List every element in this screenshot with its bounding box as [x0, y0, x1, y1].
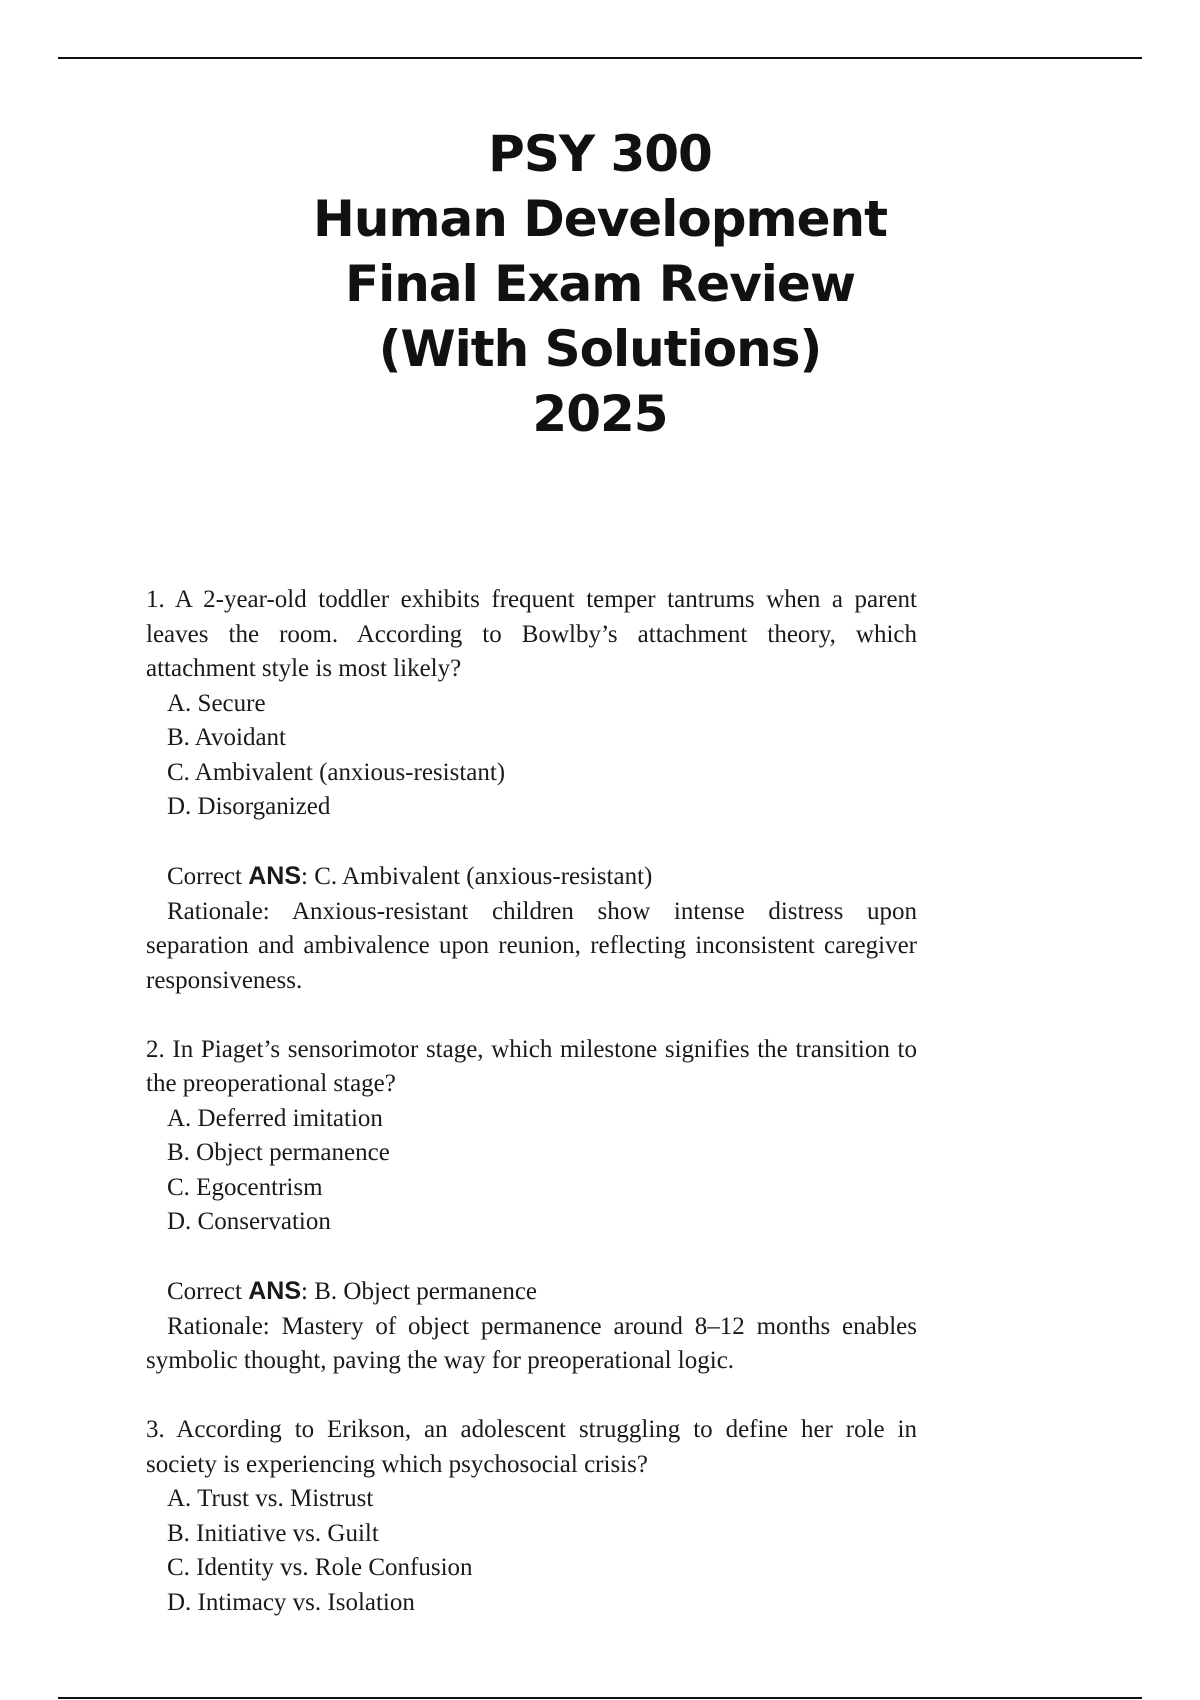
document-title — [0, 122, 1200, 447]
title-year: 2025 — [532, 385, 668, 443]
ans-label: ANS — [248, 862, 302, 890]
answer-options — [146, 1102, 917, 1240]
top-rule — [58, 57, 1142, 59]
option-d: D. Intimacy vs. Isolation — [167, 1588, 415, 1616]
correct-label: Correct — [167, 1278, 242, 1305]
title-course-code: PSY 300 — [488, 125, 712, 183]
option-d: D. Disorganized — [167, 793, 331, 820]
rationale: Rationale: Anxious-resistant children show intense distress upon separation and ambivalence upon reunion, reflecting inconsistent caregiver responsiveness. — [146, 897, 917, 994]
question-1 — [146, 583, 917, 998]
answer-options — [146, 1482, 917, 1620]
title-exam-type: Final Exam Review — [344, 255, 856, 313]
option-a: A. Secure — [167, 689, 266, 717]
questions-list — [146, 583, 917, 1620]
option-d: D. Conservation — [167, 1208, 331, 1235]
title-solutions-note: (With Solutions) — [378, 320, 822, 378]
answer-text: : B. Object permanence — [301, 1278, 538, 1305]
correct-label: Correct — [167, 863, 242, 890]
question-stem: 3. According to Erikson, an adolescent struggling to define her role in society is experiencing which psychosocial crisis? — [146, 1416, 917, 1478]
question-stem: 1. A 2-year-old toddler exhibits frequent temper tantrums when a parent leaves the room. According to Bowlby’s attachment theory, which attachment style is most likely? — [146, 586, 917, 682]
question-2 — [146, 1033, 917, 1379]
answer-text: : C. Ambivalent (anxious-resistant) — [301, 863, 653, 890]
option-b: B. Object permanence — [167, 1139, 390, 1166]
option-a: A. Trust vs. Mistrust — [167, 1485, 374, 1512]
option-c: C. Egocentrism — [167, 1173, 323, 1201]
question-3 — [146, 1413, 917, 1620]
option-a: A. Deferred imitation — [167, 1104, 383, 1132]
answer-options — [146, 687, 917, 825]
option-c: C. Identity vs. Role Confusion — [167, 1554, 473, 1581]
option-c: C. Ambivalent (anxious-resistant) — [167, 758, 506, 786]
option-b: B. Avoidant — [167, 724, 286, 751]
title-course-name: Human Development — [313, 190, 887, 248]
bottom-rule — [58, 1697, 1142, 1699]
correct-answer — [146, 1274, 917, 1310]
ans-label: ANS — [248, 1277, 302, 1305]
option-b: B. Initiative vs. Guilt — [167, 1519, 379, 1547]
correct-answer — [146, 859, 917, 895]
question-stem: 2. In Piaget’s sensorimotor stage, which milestone signifies the transition to the preoperational stage? — [146, 1035, 917, 1097]
rationale: Rationale: Mastery of object permanence around 8–12 months enables symbolic thought, paving the way for preoperational logic. — [146, 1312, 917, 1374]
